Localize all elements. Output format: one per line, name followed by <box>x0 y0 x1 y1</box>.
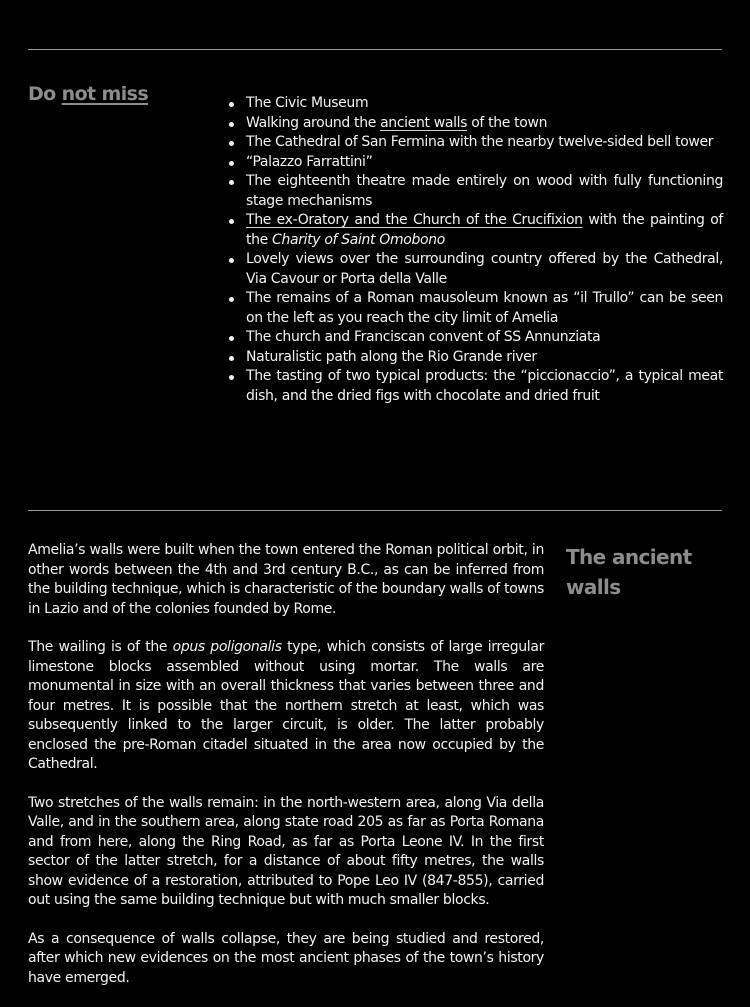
ancient-walls-heading: The ancient walls <box>566 545 692 599</box>
section-divider <box>28 510 722 511</box>
list-item <box>226 133 723 153</box>
list-item <box>226 172 723 211</box>
list-item <box>226 114 723 134</box>
list-item-text: The church and Franciscan convent of SS Annunziata <box>246 329 601 345</box>
list-item <box>226 211 723 250</box>
list-item <box>226 328 723 348</box>
paragraph: As a consequence of walls collapse, they are being studied and restored, after which new evidences on the most ancient phases of the town’s history have emerged. <box>28 930 544 986</box>
paragraph: Two stretches of the walls remain: in the north-western area, along Via della Valle, and in the southern area, along state road 205 as far as Porta Romana and from here, along the Ring Road, as far as Porta Leone IV. In the first sector of the latter stretch, for a distance of about fifty metres, the walls show evidence of a restoration, attributed to Pope Leo IV (847-855), carried out using the same building technique but with much smaller blocks. <box>28 794 544 908</box>
list-item-text: “Palazzo Farrattini” <box>246 153 373 170</box>
heading-prefix: Do <box>28 83 62 105</box>
list-item-text: Lovely views over the surrounding country offered by the Cathedral, Via Cavour or Porta della Valle <box>246 251 723 287</box>
do-not-miss-heading <box>28 83 148 105</box>
highlights-list <box>226 94 723 406</box>
list-item-text: The eighteenth theatre made entirely on wood with fully functioning stage mechanisms <box>246 173 723 209</box>
list-item <box>226 94 723 114</box>
walls-body <box>28 541 544 1007</box>
paragraph-text: type, which consists of large irregular limestone blocks assembled without using mortar. The walls are monumental in size with an overall thickness that varies between three and four metres. It is possible that the northern stretch at least, which was subsequently linked to the larger circuit, is older. The latter probably enclosed the pre-Roman citadel situated in the area now occupied by the Cathedral. <box>28 639 544 772</box>
list-item <box>226 367 723 406</box>
list-item-text: The Civic Museum <box>246 95 369 111</box>
list-item-text: with the painting of the <box>246 212 723 248</box>
list-item <box>226 289 723 328</box>
list-item-text: The Cathedral of San Fermina with the nearby twelve-sided bell tower <box>246 134 714 150</box>
heading-underlined: not miss <box>61 83 149 105</box>
paragraph: Amelia’s walls were built when the town entered the Roman political orbit, in other words between the 4th and 3rd century B.C., as can be inferred from the building technique, which is characteristic of the boundary walls of towns in Lazio and of the colonies founded by Rome. <box>28 542 544 617</box>
list-item <box>226 153 723 173</box>
list-item-text: Walking around the <box>246 114 381 131</box>
list-item <box>226 250 723 289</box>
ancient-walls-link[interactable]: ancient walls <box>380 114 468 131</box>
list-item-text: The tasting of two typical products: the “piccionaccio”, a typical meat dish, and the dried figs with chocolate and dried fruit <box>246 368 723 404</box>
list-item <box>226 348 723 368</box>
list-item-text: of the town <box>467 114 548 131</box>
oratory-church-link[interactable]: The ex-Oratory and the Church of the Crucifixion <box>246 212 583 228</box>
list-item-text: Naturalistic path along the Rio Grande river <box>246 348 537 365</box>
painting-title: Charity of Saint Omobono <box>272 231 445 248</box>
top-divider <box>28 49 722 50</box>
paragraph-text: The wailing is of the <box>28 639 173 655</box>
latin-term: opus poligonalis <box>172 639 282 655</box>
list-item-text: The remains of a Roman mausoleum known as “il Trullo” can be seen on the left as you reach the city limit of Amelia <box>246 290 723 326</box>
paragraph <box>28 638 544 775</box>
